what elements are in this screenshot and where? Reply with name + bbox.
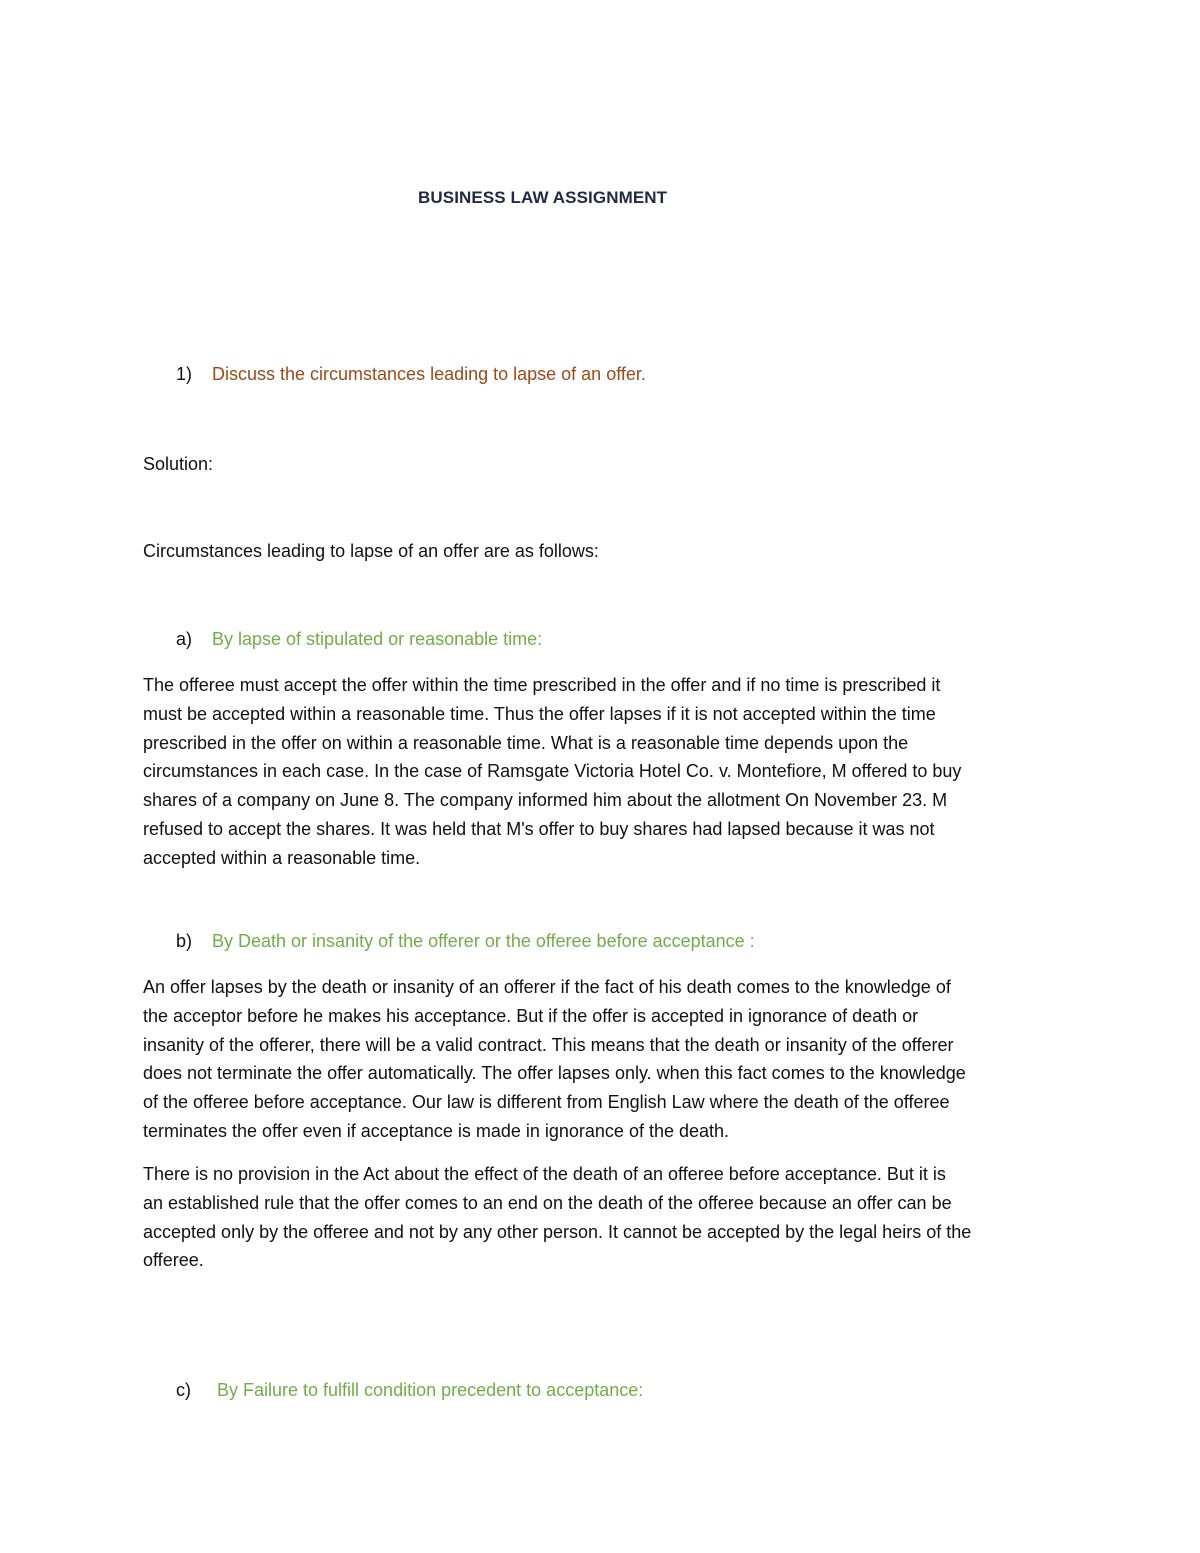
section-c-heading	[176, 1380, 643, 1401]
paragraph-line: There is no provision in the Act about the effect of the death of an offeree before acceptance. But it is	[143, 1164, 946, 1184]
section-a-letter: a)	[176, 629, 193, 649]
paragraph-line: prescribed in the offer on within a reasonable time. What is a reasonable time depends upon the	[143, 732, 909, 753]
paragraph-line: must be accepted within a reasonable time. Thus the offer lapses if it is not accepted within the time	[143, 703, 936, 724]
intro-text: Circumstances leading to lapse of an offer are as follows:	[143, 541, 599, 561]
document-title: BUSINESS LAW ASSIGNMENT	[418, 188, 668, 207]
question-text: Discuss the circumstances leading to lapse of an offer.	[212, 364, 646, 384]
paragraph-line: of the offeree before acceptance. Our law is different from English Law where the death of the offeree	[143, 1092, 950, 1113]
paragraph-line: the acceptor before he makes his acceptance. But if the offer is accepted in ignorance of death or	[143, 1005, 919, 1026]
paragraph-line: An offer lapses by the death or insanity of an offerer if the fact of his death comes to the knowledge of	[143, 977, 951, 997]
section-c-letter: c)	[176, 1380, 191, 1400]
section-a-title: By lapse of stipulated or reasonable time:	[212, 629, 543, 649]
section-b-paragraph-2	[143, 1160, 1063, 1275]
paragraph-line: accepted within a reasonable time.	[143, 847, 421, 868]
paragraph-line: circumstances in each case. In the case of Ramsgate Victoria Hotel Co. v. Montefiore, M offered to buy	[143, 761, 962, 782]
paragraph-line: does not terminate the offer automatically. The offer lapses only. when this fact comes to the knowledge	[143, 1063, 966, 1084]
paragraph-line: insanity of the offerer, there will be a valid contract. This means that the death or insanity of the offerer	[143, 1034, 954, 1055]
question-1	[176, 364, 646, 385]
section-a-heading	[176, 629, 542, 650]
section-c-title: By Failure to fulfill condition precedent to acceptance:	[217, 1380, 644, 1400]
paragraph-line: accepted only by the offeree and not by any other person. It cannot be accepted by the legal heirs of the	[143, 1221, 972, 1242]
paragraph-line: shares of a company on June 8. The company informed him about the allotment On November 23. M	[143, 790, 948, 811]
paragraph-line: an established rule that the offer comes to an end on the death of the offeree because an offer can be	[143, 1192, 952, 1213]
question-number: 1)	[176, 364, 193, 384]
solution-label: Solution:	[143, 454, 214, 474]
section-b-heading	[176, 931, 755, 952]
paragraph-line: The offeree must accept the offer within the time prescribed in the offer and if no time is prescribed it	[143, 675, 941, 695]
paragraph-line: offeree.	[143, 1250, 204, 1271]
section-b-letter: b)	[176, 931, 193, 951]
section-b-paragraph-1	[143, 973, 1063, 1146]
section-a-paragraph	[143, 671, 1063, 873]
section-b-title: By Death or insanity of the offerer or the offeree before acceptance :	[212, 931, 755, 951]
paragraph-line: terminates the offer even if acceptance is made in ignorance of the death.	[143, 1120, 730, 1141]
paragraph-line: refused to accept the shares. It was held that M's offer to buy shares had lapsed because it was not	[143, 818, 935, 839]
